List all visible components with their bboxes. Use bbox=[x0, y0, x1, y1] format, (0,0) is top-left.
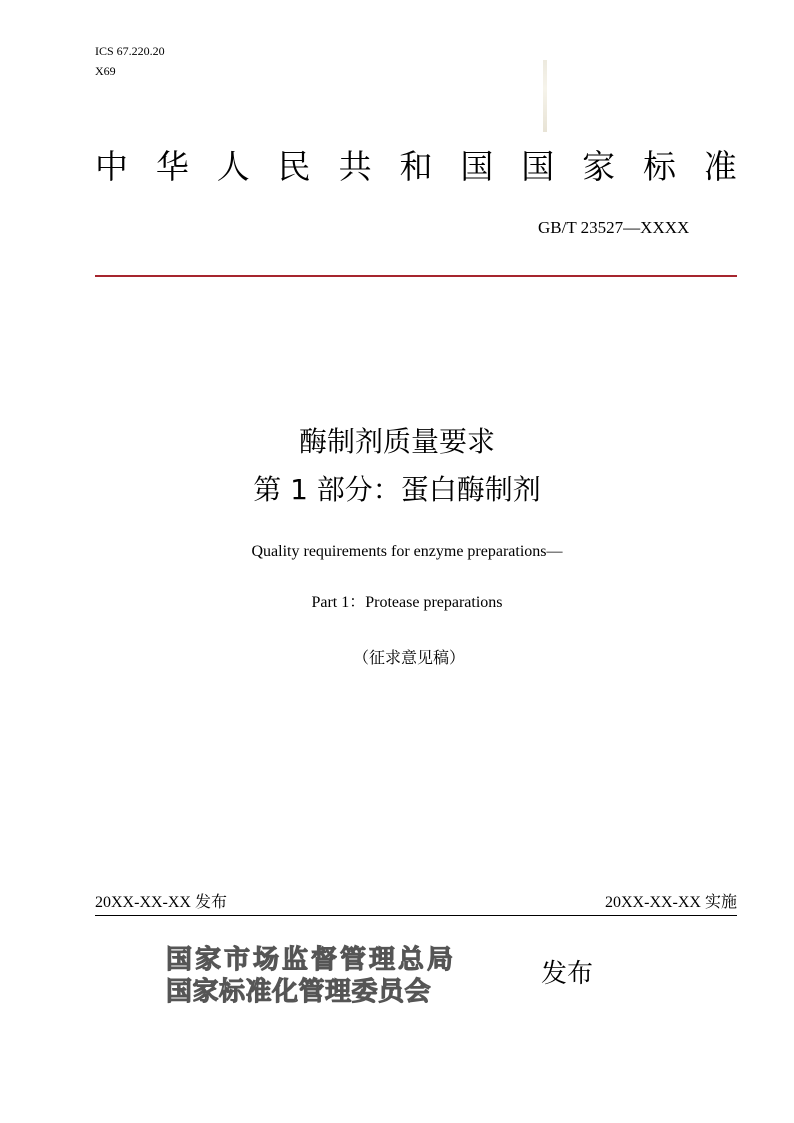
publish-date-value: 20XX-XX-XX bbox=[95, 894, 191, 911]
english-title-line2: Part 1：Protease preparations bbox=[311, 594, 503, 611]
title-char: 国 bbox=[521, 147, 555, 186]
publish-label: 发布 bbox=[194, 892, 227, 911]
national-standard-title bbox=[95, 144, 737, 190]
implement-date bbox=[605, 891, 737, 914]
issuer-action: 发布 bbox=[541, 959, 594, 989]
scan-mark bbox=[543, 60, 547, 132]
implement-label: 实施 bbox=[704, 892, 737, 911]
implement-date-value: 20XX-XX-XX bbox=[605, 894, 701, 911]
issuer-line1: 国家市场监督管理总局 bbox=[166, 945, 457, 975]
title-char: 中 bbox=[95, 147, 128, 186]
title-char: 华 bbox=[155, 147, 189, 186]
doc-title-line2: 第 1 部分：蛋白酶制剂 bbox=[253, 473, 541, 506]
title-char: 民 bbox=[277, 147, 311, 186]
publish-date bbox=[95, 891, 227, 914]
ics-code: ICS 67.220.20 bbox=[95, 44, 165, 58]
issuer-line2: 国家标准化管理委员会 bbox=[166, 977, 432, 1007]
header-divider bbox=[95, 275, 737, 277]
english-title-line1: Quality requirements for enzyme preparations— bbox=[251, 543, 563, 560]
draft-note: （征求意见稿） bbox=[352, 648, 465, 667]
title-char: 人 bbox=[216, 147, 250, 186]
footer-divider bbox=[95, 915, 737, 916]
standard-number: GB/T 23527—XXXX bbox=[538, 218, 690, 237]
title-char: 国 bbox=[460, 147, 494, 186]
title-char: 标 bbox=[643, 147, 677, 186]
classification-code: X69 bbox=[95, 64, 116, 78]
doc-title-line1: 酶制剂质量要求 bbox=[298, 425, 495, 458]
title-char: 共 bbox=[338, 147, 372, 186]
title-char: 准 bbox=[703, 147, 737, 186]
title-char: 和 bbox=[399, 147, 433, 186]
title-char: 家 bbox=[582, 147, 616, 186]
